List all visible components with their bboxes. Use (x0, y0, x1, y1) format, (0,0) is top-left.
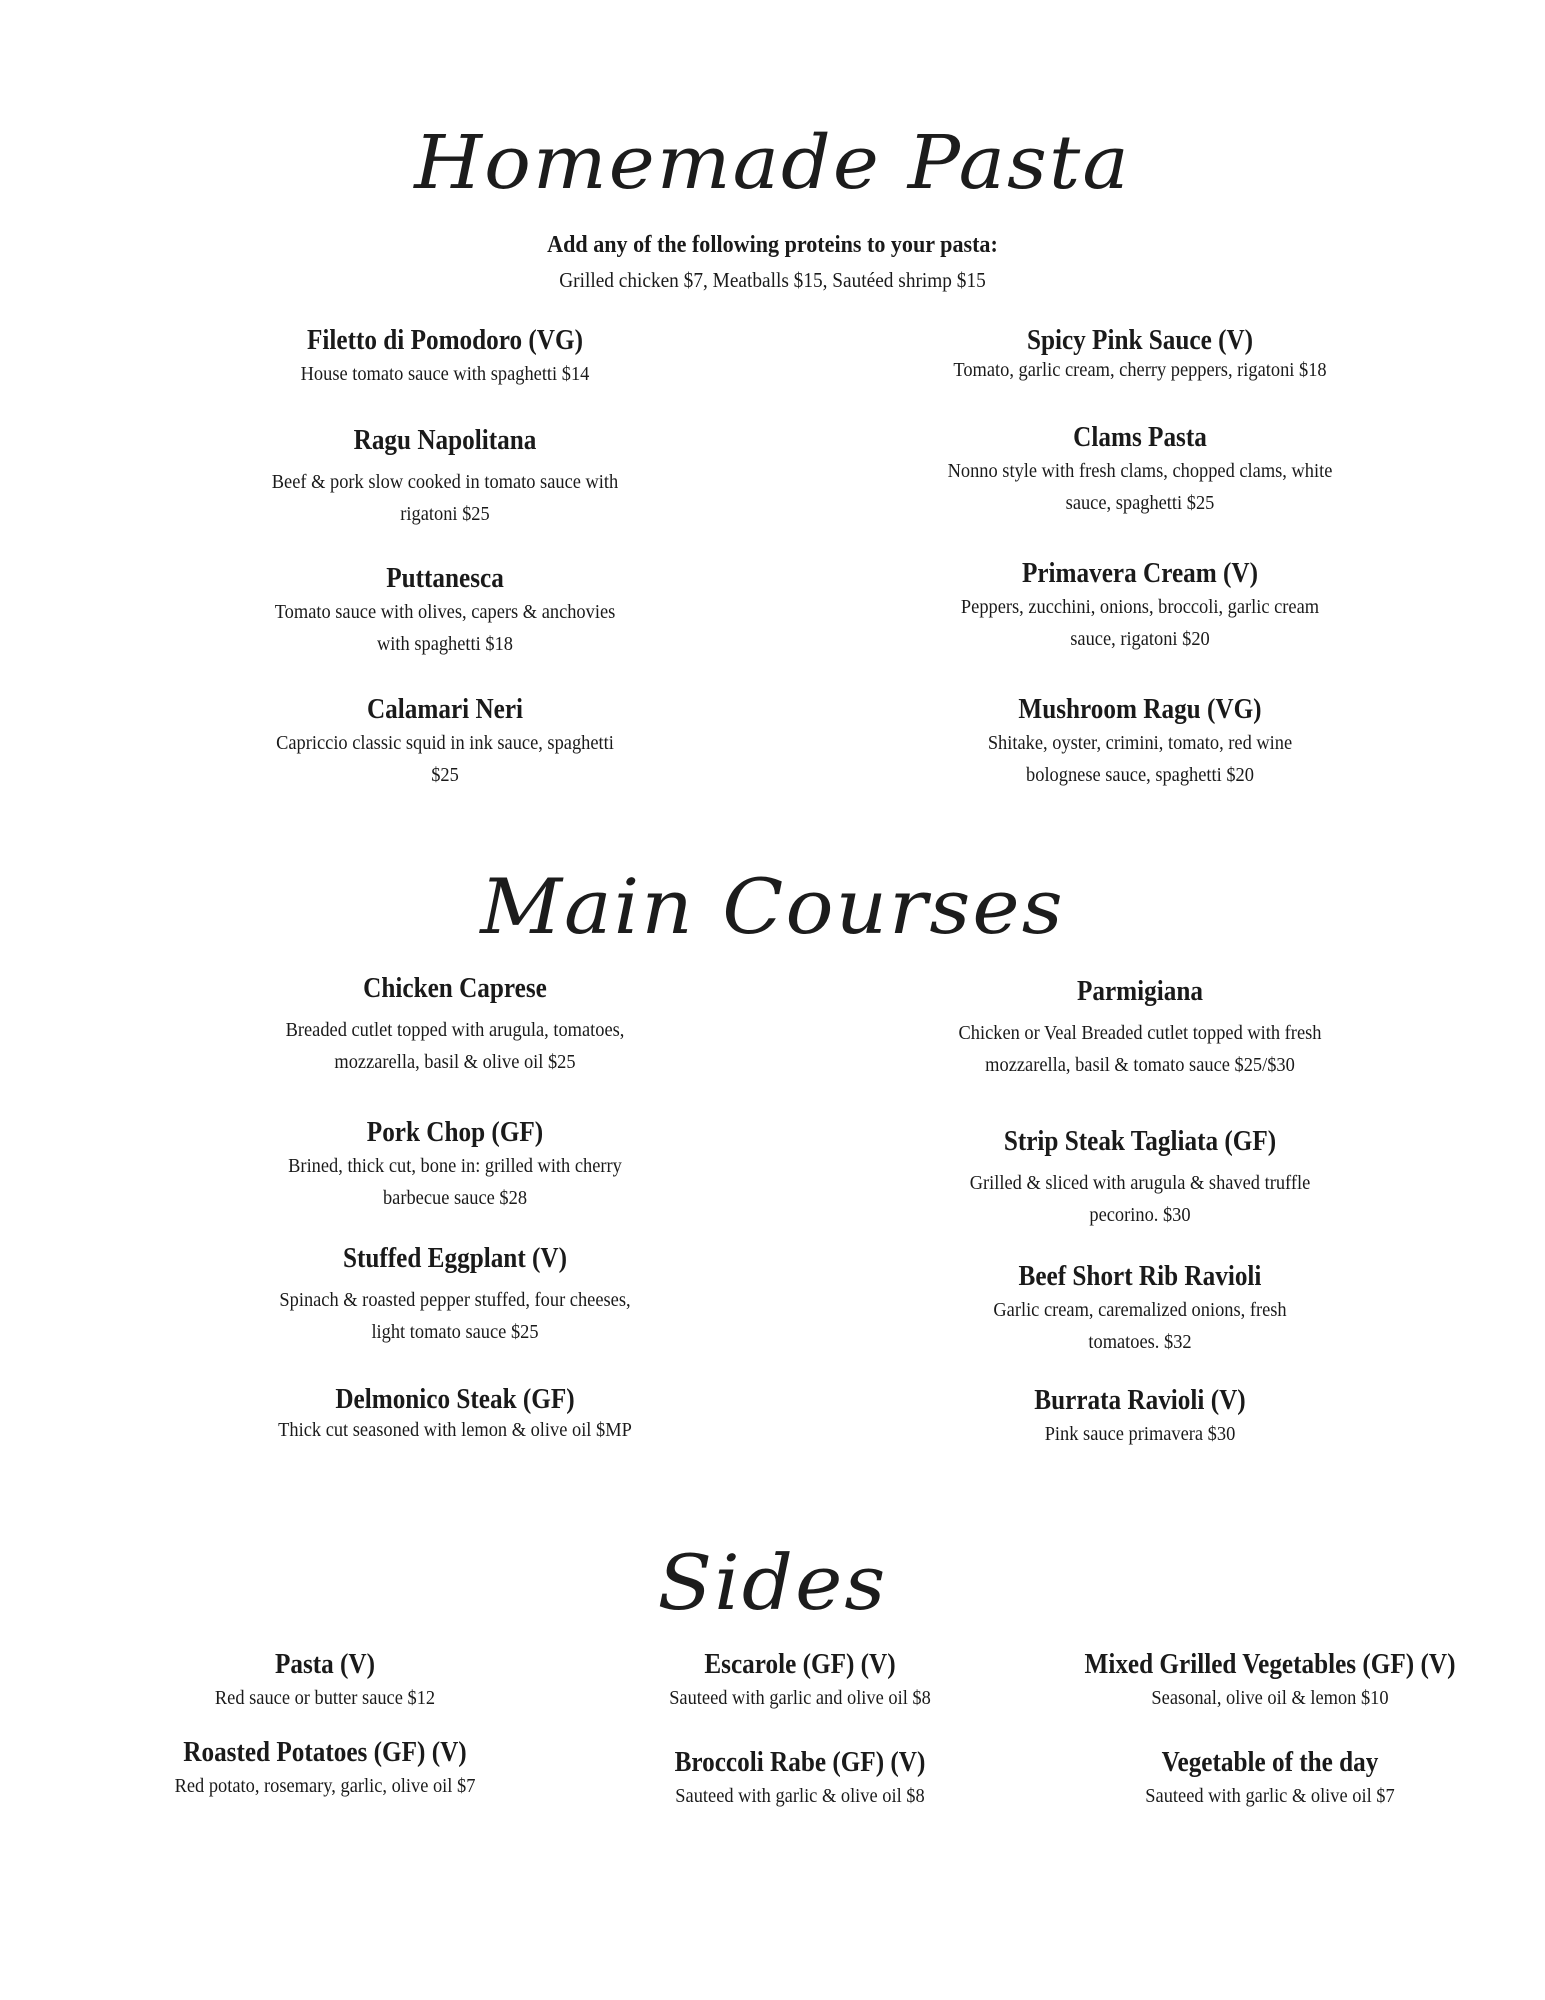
item-name: Calamari Neri (366, 694, 524, 725)
menu-item (245, 1242, 665, 1348)
item-description: Garlic cream, caremalized onions, fresh tomatoes. $32 (993, 1299, 1287, 1353)
item-description: Tomato, garlic cream, cherry peppers, rigatoni $18 (953, 359, 1327, 381)
item-name: Escarole (GF) (V) (704, 1649, 896, 1680)
item-description: House tomato sauce with spaghetti $14 (300, 363, 590, 385)
item-name: Filetto di Pomodoro (VG) (306, 325, 583, 356)
item-description: Peppers, zucchini, onions, broccoli, garlic cream sauce, rigatoni $20 (960, 596, 1320, 650)
item-description: Sauteed with garlic and olive oil $8 (669, 1687, 931, 1709)
item-name: Primavera Cream (V) (1021, 558, 1259, 589)
menu-item (1060, 1648, 1480, 1714)
item-description: Red sauce or butter sauce $12 (214, 1687, 436, 1709)
item-description: Red potato, rosemary, garlic, olive oil $7 (174, 1775, 476, 1797)
item-description: Grilled & sliced with arugula & shaved truffle pecorino. $30 (969, 1172, 1311, 1226)
item-description: Tomato sauce with olives, capers & anchovies with spaghetti $18 (274, 601, 616, 655)
item-name: Stuffed Eggplant (V) (342, 1243, 568, 1274)
item-description: Nonno style with fresh clams, chopped clams, white sauce, spaghetti $25 (947, 460, 1333, 514)
item-name: Clams Pasta (1073, 422, 1207, 453)
menu-item (245, 324, 645, 390)
item-name: Strip Steak Tagliata (GF) (1003, 1126, 1277, 1157)
item-name: Roasted Potatoes (GF) (V) (183, 1737, 467, 1768)
item-name: Burrata Ravioli (V) (1034, 1385, 1246, 1416)
item-description: Thick cut seasoned with lemon & olive oil $MP (278, 1419, 632, 1441)
item-name: Mushroom Ragu (VG) (1018, 694, 1262, 725)
menu-item (140, 1736, 510, 1802)
item-description: Shitake, oyster, crimini, tomato, red wine bolognese sauce, spaghetti $20 (987, 732, 1293, 786)
menu-item (920, 557, 1360, 655)
item-description: Sauteed with garlic & olive oil $7 (1145, 1785, 1395, 1807)
item-name: Parmigiana (1077, 976, 1203, 1007)
item-description: Chicken or Veal Breaded cutlet topped with fresh mozzarella, basil & tomato sauce $25/$30 (958, 1022, 1322, 1076)
menu-item (920, 1384, 1360, 1450)
homemade-pasta-title: Homemade Pasta (414, 120, 1131, 206)
item-description: Beef & pork slow cooked in tomato sauce with rigatoni $25 (271, 471, 619, 525)
item-description: Seasonal, olive oil & lemon $10 (1151, 1687, 1389, 1709)
menu-item (610, 1648, 990, 1714)
menu-item (140, 1648, 510, 1714)
menu-item (245, 972, 665, 1078)
item-name: Spicy Pink Sauce (V) (1026, 325, 1254, 356)
item-name: Chicken Caprese (363, 973, 547, 1004)
menu-item (245, 1383, 665, 1443)
sides-title: Sides (657, 1538, 888, 1627)
menu-item (920, 975, 1360, 1081)
protein-heading: Add any of the following proteins to your pasta: (547, 232, 998, 258)
item-description: Spinach & roasted pepper stuffed, four cheeses, light tomato sauce $25 (279, 1289, 631, 1343)
menu-item (920, 1125, 1360, 1231)
item-name: Broccoli Rabe (GF) (V) (674, 1747, 926, 1778)
item-description: Brined, thick cut, bone in: grilled with cherry barbecue sauce $28 (288, 1155, 622, 1209)
menu-item (245, 693, 645, 791)
menu-item (930, 421, 1350, 519)
menu-item (245, 562, 645, 660)
menu-item (945, 1260, 1335, 1358)
item-name: Pasta (V) (274, 1649, 376, 1680)
menu-item (610, 1746, 990, 1812)
menu-item (245, 424, 645, 530)
menu-item (245, 1116, 665, 1214)
main-courses-title: Main Courses (480, 862, 1065, 951)
item-name: Beef Short Rib Ravioli (1018, 1261, 1262, 1292)
menu-item (900, 324, 1380, 382)
item-description: Capriccio classic squid in ink sauce, spaghetti $25 (276, 732, 614, 786)
item-description: Pink sauce primavera $30 (1044, 1423, 1236, 1445)
protein-list: Grilled chicken $7, Meatballs $15, Sautéed shrimp $15 (559, 268, 986, 292)
item-name: Ragu Napolitana (353, 425, 537, 456)
item-description: Sauteed with garlic & olive oil $8 (675, 1785, 925, 1807)
menu-item (1060, 1746, 1480, 1812)
item-name: Pork Chop (GF) (366, 1117, 544, 1148)
item-description: Breaded cutlet topped with arugula, tomatoes, mozzarella, basil & olive oil $25 (285, 1019, 625, 1073)
item-name: Vegetable of the day (1161, 1747, 1379, 1778)
item-name: Mixed Grilled Vegetables (GF) (V) (1084, 1649, 1456, 1680)
item-name: Delmonico Steak (GF) (335, 1384, 575, 1415)
item-name: Puttanesca (386, 563, 504, 594)
menu-item (945, 693, 1335, 791)
